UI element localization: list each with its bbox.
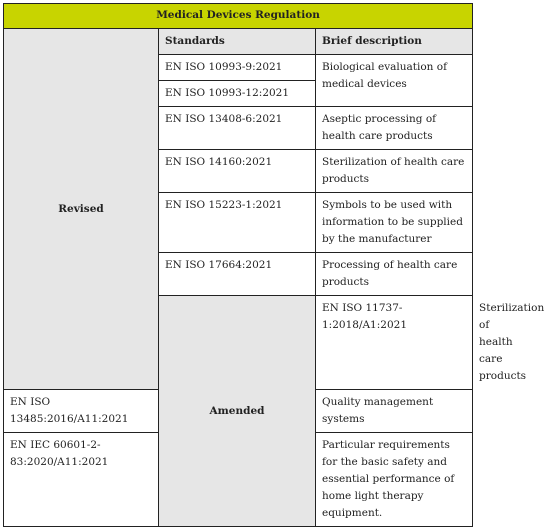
standard-cell: EN ISO 15223-1:2021 bbox=[159, 193, 316, 253]
description-cell: Particular requirements for the basic safety and essential performance of home light therapy equipment. bbox=[316, 433, 473, 527]
header-row bbox=[4, 29, 473, 55]
medical-devices-regulation-table bbox=[3, 3, 544, 527]
column-header-standards: Standards bbox=[159, 29, 316, 55]
standard-cell: EN ISO 11737-1:2018/A1:2021 bbox=[316, 296, 473, 390]
standard-cell: EN ISO 17664:2021 bbox=[159, 253, 316, 296]
group-label-amended: Amended bbox=[209, 404, 265, 417]
description-cell: Biological evaluation of medical devices bbox=[316, 55, 473, 107]
table-title: Medical Devices Regulation bbox=[4, 4, 473, 29]
standard-cell: EN ISO 14160:2021 bbox=[159, 150, 316, 193]
standard-cell: EN IEC 60601-2-83:2020/A11:2021 bbox=[4, 433, 159, 527]
standard-cell: EN ISO 13485:2016/A11:2021 bbox=[4, 390, 159, 433]
description-cell: Sterilization of health care products bbox=[316, 150, 473, 193]
description-cell: Processing of health care products bbox=[316, 253, 473, 296]
group-cell-revised bbox=[4, 29, 159, 390]
standard-cell: EN ISO 10993-12:2021 bbox=[159, 81, 316, 107]
table-row: Amended EN ISO 11737-1:2018/A1:2021 Sterilization of health care products bbox=[4, 296, 473, 390]
title-row bbox=[4, 4, 473, 29]
standard-cell: EN ISO 13408-6:2021 bbox=[159, 107, 316, 150]
standard-cell: EN ISO 10993-9:2021 bbox=[159, 55, 316, 81]
column-header-description: Brief description bbox=[316, 29, 473, 55]
group-cell-amended bbox=[159, 296, 316, 527]
description-cell: Symbols to be used with information to be supplied by the manufacturer bbox=[316, 193, 473, 253]
description-cell: Quality management systems bbox=[316, 390, 473, 433]
group-label-revised: Revised bbox=[58, 202, 104, 215]
description-cell: Aseptic processing of health care products bbox=[316, 107, 473, 150]
